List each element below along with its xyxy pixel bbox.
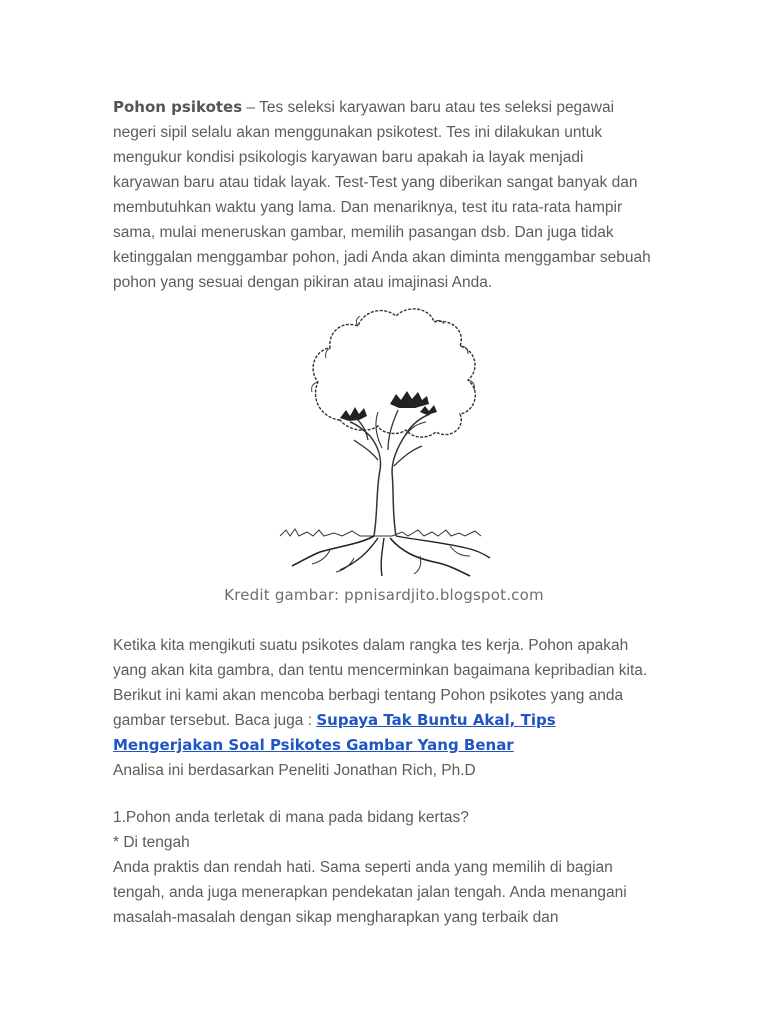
option-explanation: Anda praktis dan rendah hati. Sama seperti anda yang memilih di bagian tengah, anda juga menerapkan pendekatan jalan tengah. Anda menangani masalah-masalah dengan sikap mengharapkan yang terbaik dan: [113, 859, 627, 926]
second-body: Ketika kita mengikuti suatu psikotes dalam rangka tes kerja. Pohon apakah yang akan kita gambra, dan tentu mencerminkan bagaimana kepribadian kita. Berikut ini kami akan mencoba berbagi tentang Pohon psikotes yang anda gambar tersebut. Baca juga :: [113, 637, 648, 729]
second-paragraph: [113, 633, 653, 783]
question-section: [113, 805, 653, 930]
tree-illustration: [270, 300, 500, 580]
related-article-link[interactable]: Supaya Tak Buntu Akal, Tips Mengerjakan Soal Psikotes Gambar Yang Benar: [113, 711, 556, 754]
intro-lead: Pohon psikotes: [113, 98, 243, 116]
intro-body: – Tes seleksi karyawan baru atau tes seleksi pegawai negeri sipil selalu akan menggunakan psikotest. Tes ini dilakukan untuk mengukur kondisi psikologis karyawan baru apakah ia layak menjadi karyawan baru atau tidak layak. Test-Test yang diberikan sangat banyak dan membutuhkan waktu yang lama. Dan menariknya, test itu rata-rata hampir sama, mulai meneruskan gambar, memilih pasangan dsb. Dan juga tidak ketinggalan menggambar pohon, jadi Anda akan diminta menggambar sebuah pohon yang sesuai dengan pikiran atau imajinasi Anda.: [113, 99, 651, 291]
question-title: 1.Pohon anda terletak di mana pada bidang kertas?: [113, 809, 469, 826]
intro-paragraph: [113, 95, 653, 295]
analysis-note: Analisa ini berdasarkan Peneliti Jonathan Rich, Ph.D: [113, 762, 476, 779]
image-caption: Kredit gambar: ppnisardjito.blogspot.com: [224, 586, 544, 604]
question-option: * Di tengah: [113, 834, 190, 851]
